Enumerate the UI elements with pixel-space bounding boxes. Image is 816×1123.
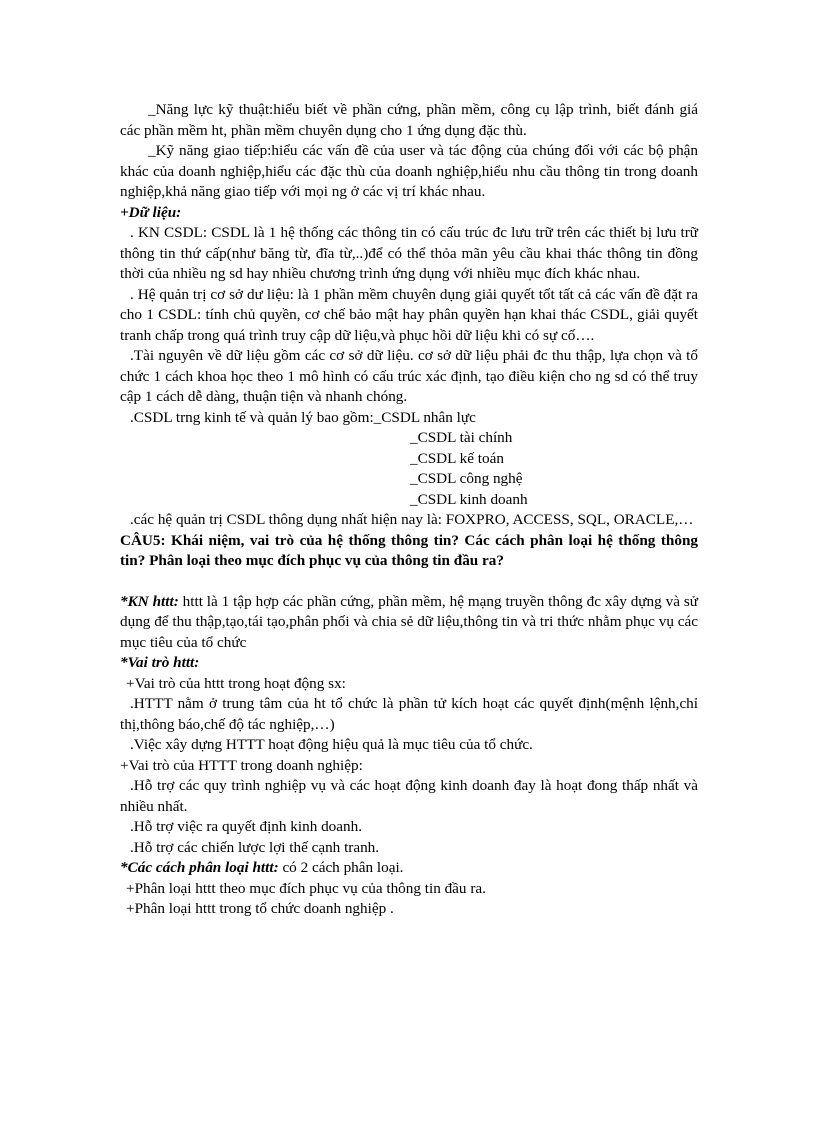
paragraph-communication-skill: _Kỹ năng giao tiếp:hiểu các vấn đề của user và tác động của chúng đối với các bộ phận khác của doanh nghiệp,hiểu các đặc thù của doanh nghiệp,hiểu nhu cầu thông tin trong doanh nghiệp,khả năng giao tiếp với mọi ng ở các vị trí khác nhau.: [120, 142, 698, 200]
role-item: .Hỗ trợ việc ra quyết định kinh doanh.: [130, 818, 362, 835]
kn-text: httt là 1 tập hợp các phần cứng, phần mềm, hệ mạng truyền thông đc xây dựng và sử dụng để thu thập,tạo,tái tạo,phân phối và chia sẻ dữ liệu,thông tin và tri thức nhằm phục vụ các mục tiêu của tổ chức: [120, 592, 698, 651]
document-page: [120, 100, 698, 920]
list-item: _CSDL kinh doanh: [410, 490, 528, 508]
kn-label: *KN httt:: [120, 592, 179, 610]
paragraph-dbms: . Hệ quản trị cơ sở dư liệu: là 1 phần mềm chuyên dụng giải quyết tốt tất cả các vấn đề đặt ra cho 1 CSDL: tính chủ quyền, cơ chế bảo mật hay phân quyền hạn khai thác CSDL, giải quyết tranh chấp trong quá trình truy cập dữ liệu,và phục hồi dữ liệu khi có sự cố….: [120, 285, 698, 344]
paragraph-popular-dbms: .các hệ quản trị CSDL thông dụng nhất hiện nay là: FOXPRO, ACCESS, SQL, ORACLE,…: [130, 511, 694, 528]
list-item: _CSDL kế toán: [410, 449, 504, 467]
question-text: : Khái niệm, vai trò của hệ thống thông tin? Các cách phân loại hệ thống thông tin? Phân loại theo mục đích phục vụ của thông tin đầu ra?: [120, 531, 698, 569]
paragraph-csdl-economy: .CSDL trng kinh tế và quản lý bao gồm:_CSDL nhân lực: [130, 408, 476, 426]
question-cau5: [120, 531, 698, 572]
paragraph-classification: [120, 858, 698, 879]
role-item: .HTTT nằm ở trung tâm của ht tổ chức là phần tử kích hoạt các quyết định(mệnh lệnh,chỉ thị,thông báo,chế độ tác nghiệp,…): [120, 695, 698, 733]
role-item: +Vai trò của HTTT trong doanh nghiệp:: [120, 756, 363, 774]
list-item: _CSDL công nghệ: [410, 470, 523, 487]
paragraph-data-resources: .Tài nguyên về dữ liệu gồm các cơ sở dữ liệu. cơ sở dữ liệu phải đc thu thập, lựa chọn và tổ chức 1 cách khoa học theo 1 mô hình có cấu trúc xác định, tạo điều kiện cho ng sd có thể truy cập 1 cách dễ dàng, thuận tiện và nhanh chóng.: [120, 347, 698, 405]
question-label: CÂU5: [120, 531, 161, 549]
classification-item: +Phân loại httt trong tổ chức doanh nghiệp .: [126, 900, 394, 917]
role-item: .Việc xây dựng HTTT hoạt động hiệu quả là mục tiêu của tổ chức.: [130, 736, 533, 753]
list-item: _CSDL tài chính: [410, 429, 513, 446]
classification-label: *Các cách phân loại httt:: [120, 859, 279, 876]
paragraph-kn-csdl: . KN CSDL: CSDL là 1 hệ thống các thông tin có cấu trúc đc lưu trữ trên các thiết bị lưu trữ thông tin thứ cấp(như băng từ, đĩa từ,..)để có thể thỏa mãn yêu cầu khai thác thông tin đồng thời của nhiều ng sd hay nhiều chương trình ứng dụng với nhiều mục đích khác nhau.: [120, 224, 698, 282]
heading-data: +Dữ liệu:: [120, 203, 182, 221]
classification-item: +Phân loại httt theo mục đích phục vụ của thông tin đầu ra.: [126, 879, 486, 897]
heading-role: *Vai trò httt:: [120, 654, 200, 671]
role-item: .Hỗ trợ các chiến lược lợi thế cạnh tranh.: [130, 838, 380, 856]
csdl-list: [120, 428, 698, 510]
classification-text: có 2 cách phân loại.: [278, 859, 404, 876]
paragraph-technical-skill: _Năng lực kỹ thuật:hiểu biết về phần cứng, phần mềm, công cụ lập trình, biết đánh giá các phần mềm ht, phần mềm chuyên dụng cho 1 ứng dụng đặc thù.: [120, 101, 698, 139]
role-item: .Hỗ trợ các quy trình nghiệp vụ và các hoạt động kinh doanh đay là hoạt đong thấp nhất và nhiều nhất.: [120, 777, 698, 815]
paragraph-kn-httt: [120, 592, 698, 654]
role-item: +Vai trò của httt trong hoạt động sx:: [126, 674, 346, 692]
